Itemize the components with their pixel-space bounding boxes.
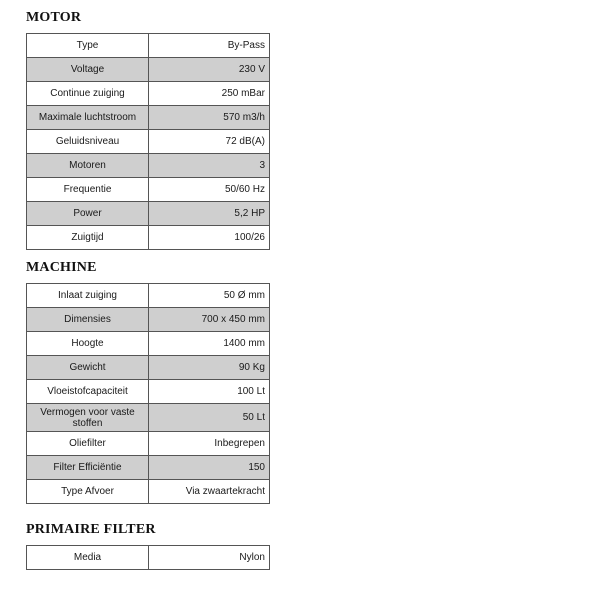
table-row xyxy=(27,380,270,404)
table-row xyxy=(27,58,270,82)
spec-label: Hoogte xyxy=(27,332,149,356)
table-row xyxy=(27,226,270,250)
spec-value: 72 dB(A) xyxy=(149,130,270,154)
spec-label: Maximale luchtstroom xyxy=(27,106,149,130)
spec-label: Power xyxy=(27,202,149,226)
spec-value: 700 x 450 mm xyxy=(149,308,270,332)
table-row xyxy=(27,308,270,332)
spec-label: Voltage xyxy=(27,58,149,82)
table-row xyxy=(27,456,270,480)
spec-label: Type Afvoer xyxy=(27,480,149,504)
spec-label: Media xyxy=(27,546,149,570)
spec-value: 90 Kg xyxy=(149,356,270,380)
spec-value: 50 Lt xyxy=(149,404,270,432)
spec-value: 230 V xyxy=(149,58,270,82)
table-row xyxy=(27,34,270,58)
spec-value: 3 xyxy=(149,154,270,178)
spec-value: 100 Lt xyxy=(149,380,270,404)
table-row xyxy=(27,332,270,356)
spec-label: Gewicht xyxy=(27,356,149,380)
primaire-filter-spec-table xyxy=(26,545,270,570)
spec-value: 570 m3/h xyxy=(149,106,270,130)
spec-value: 100/26 xyxy=(149,226,270,250)
spec-label: Zuigtijd xyxy=(27,226,149,250)
section-title-machine: MACHINE xyxy=(26,260,97,275)
table-row xyxy=(27,404,270,432)
spec-label: Vermogen voor vaste stoffen xyxy=(27,404,149,432)
spec-label: Continue zuiging xyxy=(27,82,149,106)
table-row xyxy=(27,106,270,130)
spec-value: 250 mBar xyxy=(149,82,270,106)
spec-value: By-Pass xyxy=(149,34,270,58)
machine-spec-table xyxy=(26,283,270,504)
spec-label: Geluidsniveau xyxy=(27,130,149,154)
table-row xyxy=(27,202,270,226)
table-row xyxy=(27,154,270,178)
spec-value: 50/60 Hz xyxy=(149,178,270,202)
table-row xyxy=(27,480,270,504)
motor-spec-table xyxy=(26,33,270,250)
spec-value: 1400 mm xyxy=(149,332,270,356)
spec-label: Motoren xyxy=(27,154,149,178)
spec-label: Dimensies xyxy=(27,308,149,332)
section-title-primaire-filter: PRIMAIRE FILTER xyxy=(26,522,156,537)
spec-value: 50 Ø mm xyxy=(149,284,270,308)
spec-value: Via zwaartekracht xyxy=(149,480,270,504)
table-row xyxy=(27,82,270,106)
table-row xyxy=(27,356,270,380)
table-row xyxy=(27,284,270,308)
spec-label: Frequentie xyxy=(27,178,149,202)
spec-value: 5,2 HP xyxy=(149,202,270,226)
spec-label: Inlaat zuiging xyxy=(27,284,149,308)
section-title-motor: MOTOR xyxy=(26,10,82,25)
spec-value: Inbegrepen xyxy=(149,432,270,456)
spec-value: 150 xyxy=(149,456,270,480)
table-row xyxy=(27,178,270,202)
spec-value: Nylon xyxy=(149,546,270,570)
spec-label: Vloeistofcapaciteit xyxy=(27,380,149,404)
table-row xyxy=(27,432,270,456)
spec-label: Oliefilter xyxy=(27,432,149,456)
table-row xyxy=(27,546,270,570)
spec-label: Filter Efficiëntie xyxy=(27,456,149,480)
table-row xyxy=(27,130,270,154)
spec-label: Type xyxy=(27,34,149,58)
